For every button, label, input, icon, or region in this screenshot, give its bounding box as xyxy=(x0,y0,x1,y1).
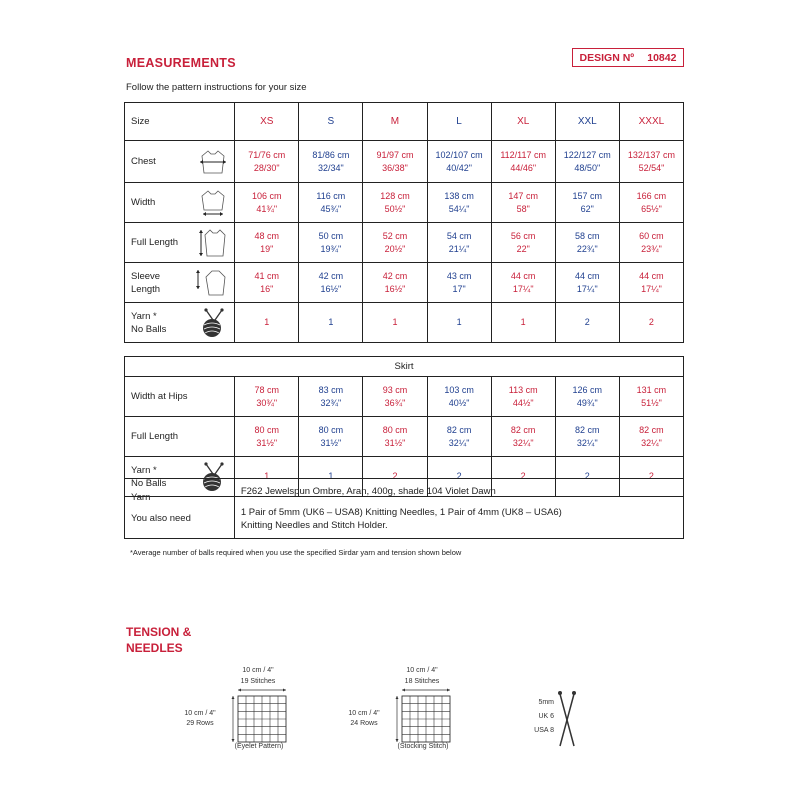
yarn-balls-cell: 1 xyxy=(299,457,363,497)
swatch-rows-label: 29 Rows xyxy=(186,720,214,727)
skirt-length-cell: 82 cm 32¼" xyxy=(555,417,619,457)
tension-title-line1: TENSION & xyxy=(126,625,192,639)
sleeve-cell: 44 cm 17¼" xyxy=(619,263,683,303)
yarn-balls-cell: 1 xyxy=(299,303,363,343)
size-cell: XL xyxy=(491,103,555,141)
yarn-balls-cell: 2 xyxy=(555,303,619,343)
yarn-value: F262 Jewelspun Ombre, Aran, 400g, shade 104 Violet Dawn xyxy=(240,486,496,497)
hips-cell: 93 cm 36¾" xyxy=(363,377,427,417)
skirt-measurements-table xyxy=(124,356,684,497)
needle-uk-label: UK 6 xyxy=(538,713,554,720)
chest-cell: 71/76 cm 28/30" xyxy=(235,141,299,183)
full-length-cell: 56 cm 22" xyxy=(491,223,555,263)
sleeve-cell: 41 cm 16" xyxy=(235,263,299,303)
width-cell: 128 cm 50½" xyxy=(363,183,427,223)
yarn-label-line1: Yarn * xyxy=(131,310,157,322)
sleeve-cell: 42 cm 16½" xyxy=(299,263,363,303)
yarn-balls-cell: 2 xyxy=(619,303,683,343)
yarn-balls-cell: 1 xyxy=(363,303,427,343)
swatch-stitches-label: 18 Stitches xyxy=(404,678,440,685)
hips-cell: 83 cm 32¾" xyxy=(299,377,363,417)
yarn-ball-icon xyxy=(196,308,228,338)
yarn-balls-cell: 1 xyxy=(427,303,491,343)
chest-label: Chest xyxy=(131,156,156,167)
full-length-cell: 58 cm 22¾" xyxy=(555,223,619,263)
footnote: *Average number of balls required when you use the specified Sirdar yarn and tension shown below xyxy=(130,548,462,557)
yarn-balls-cell: 2 xyxy=(491,457,555,497)
knitting-needles-icon xyxy=(556,690,578,748)
skirt-yarn-label-line2: No Balls xyxy=(131,477,167,489)
skirt-full-length-row xyxy=(125,417,684,457)
design-label: DESIGN Nº xyxy=(579,51,635,64)
page-title: MEASUREMENTS xyxy=(126,56,236,70)
chest-cell: 91/97 cm 36/38" xyxy=(363,141,427,183)
garment-measurements-table xyxy=(124,102,684,343)
yarn-balls-cell: 2 xyxy=(427,457,491,497)
hips-cell: 131 cm 51½" xyxy=(619,377,683,417)
size-cell: XXL xyxy=(555,103,619,141)
yarn-balls-cell: 1 xyxy=(235,303,299,343)
also-need-line1: 1 Pair of 5mm (UK6 – USA8) Knitting Needles, 1 Pair of 4mm (UK8 – USA6) xyxy=(240,507,562,518)
also-need-line2: Knitting Needles and Stitch Holder. xyxy=(240,520,388,531)
tension-title xyxy=(126,624,191,656)
skirt-length-cell: 80 cm 31½" xyxy=(299,417,363,457)
swatch-pattern-label: (Stocking Stitch) xyxy=(397,743,449,750)
skirt-length-cell: 82 cm 32¼" xyxy=(491,417,555,457)
width-row xyxy=(125,183,684,223)
needle-mm-label: 5mm xyxy=(538,699,554,706)
swatch-height-label: 10 cm / 4" xyxy=(184,710,216,717)
chest-cell: 81/86 cm 32/34" xyxy=(299,141,363,183)
skirt-length-cell: 82 cm 32¼" xyxy=(427,417,491,457)
width-at-hips-label: Width at Hips xyxy=(125,377,235,417)
swatch-height-label: 10 cm / 4" xyxy=(348,710,380,717)
skirt-header: Skirt xyxy=(125,357,684,377)
yarn-balls-cell: 2 xyxy=(619,457,683,497)
skirt-header-row xyxy=(125,357,684,377)
width-at-hips-row xyxy=(125,377,684,417)
swatch-stitches-label: 19 Stitches xyxy=(240,678,276,685)
full-length-cell: 60 cm 23¾" xyxy=(619,223,683,263)
width-cell: 116 cm 45¾" xyxy=(299,183,363,223)
skirt-length-cell: 82 cm 32¼" xyxy=(619,417,683,457)
swatch-width-label: 10 cm / 4" xyxy=(406,667,438,674)
sleeve-label-line1: Sleeve xyxy=(131,270,161,282)
sleeve-length-row xyxy=(125,263,684,303)
full-length-cell: 54 cm 21¼" xyxy=(427,223,491,263)
design-number-box xyxy=(572,48,684,67)
width-diagram-icon xyxy=(198,188,228,218)
yarn-label: Yarn xyxy=(131,491,151,503)
skirt-length-cell: 80 cm 31½" xyxy=(363,417,427,457)
width-cell: 166 cm 65½" xyxy=(619,183,683,223)
yarn-balls-cell: 1 xyxy=(491,303,555,343)
swatch-grid-icon xyxy=(394,688,452,744)
swatch-pattern-label: (Eyelet Pattern) xyxy=(234,743,284,750)
width-cell: 106 cm 41¾" xyxy=(235,183,299,223)
sleeve-diagram-icon xyxy=(194,267,228,299)
swatch-rows-label: 24 Rows xyxy=(350,720,378,727)
length-diagram-icon xyxy=(198,227,228,259)
yarn-balls-cell: 1 xyxy=(235,457,299,497)
skirt-full-length-label: Full Length xyxy=(125,417,235,457)
size-cell: S xyxy=(299,103,363,141)
width-cell: 138 cm 54¼" xyxy=(427,183,491,223)
size-cell: XS xyxy=(235,103,299,141)
yarn-balls-cell: 2 xyxy=(555,457,619,497)
chest-cell: 112/117 cm 44/46" xyxy=(491,141,555,183)
width-label: Width xyxy=(131,197,156,208)
subtitle: Follow the pattern instructions for your size xyxy=(126,82,307,93)
skirt-yarn-label-line1: Yarn * xyxy=(131,464,157,476)
design-number: 10842 xyxy=(647,51,677,64)
swatch-width-label: 10 cm / 4" xyxy=(242,667,274,674)
yarn-balls-cell: 2 xyxy=(363,457,427,497)
hips-cell: 113 cm 44½" xyxy=(491,377,555,417)
hips-cell: 78 cm 30¾" xyxy=(235,377,299,417)
full-length-label: Full Length xyxy=(131,237,179,248)
width-cell: 147 cm 58" xyxy=(491,183,555,223)
swatch-grid-icon xyxy=(230,688,288,744)
also-need-label: You also need xyxy=(131,512,191,524)
size-row xyxy=(125,103,684,141)
tension-title-line2: NEEDLES xyxy=(126,641,183,655)
hips-cell: 103 cm 40½" xyxy=(427,377,491,417)
sleeve-cell: 43 cm 17" xyxy=(427,263,491,303)
sleeve-label-line2: Length xyxy=(131,283,161,295)
yarn-label-line2: No Balls xyxy=(131,323,167,335)
chest-diagram-icon xyxy=(198,147,228,177)
chest-cell: 122/127 cm 48/50" xyxy=(555,141,619,183)
sleeve-cell: 42 cm 16½" xyxy=(363,263,427,303)
full-length-cell: 52 cm 20½" xyxy=(363,223,427,263)
full-length-cell: 48 cm 19" xyxy=(235,223,299,263)
full-length-cell: 50 cm 19¾" xyxy=(299,223,363,263)
chest-cell: 102/107 cm 40/42" xyxy=(427,141,491,183)
size-cell: L xyxy=(427,103,491,141)
size-cell: XXXL xyxy=(619,103,683,141)
sleeve-cell: 44 cm 17¼" xyxy=(491,263,555,303)
chest-row xyxy=(125,141,684,183)
materials-row xyxy=(125,479,684,539)
hips-cell: 126 cm 49¾" xyxy=(555,377,619,417)
yarn-balls-row xyxy=(125,303,684,343)
chest-cell: 132/137 cm 52/54" xyxy=(619,141,683,183)
sleeve-cell: 44 cm 17¼" xyxy=(555,263,619,303)
needle-usa-label: USA 8 xyxy=(534,727,554,734)
skirt-length-cell: 80 cm 31½" xyxy=(235,417,299,457)
size-cell: M xyxy=(363,103,427,141)
width-cell: 157 cm 62" xyxy=(555,183,619,223)
full-length-row xyxy=(125,223,684,263)
materials-table xyxy=(124,478,684,539)
size-label: Size xyxy=(125,103,235,141)
